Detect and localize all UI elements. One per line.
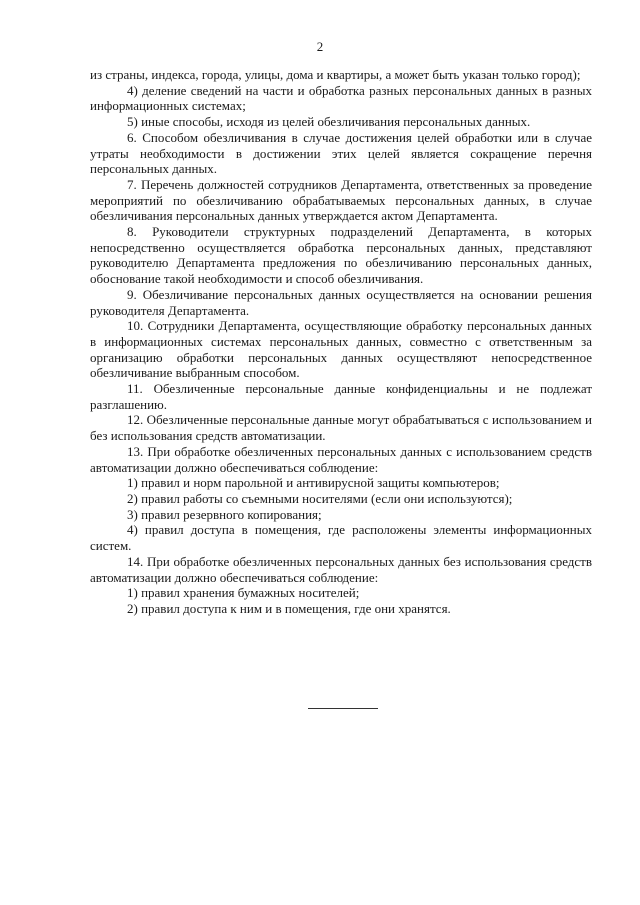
paragraph-clause-12: 12. Обезличенные персональные данные могут обрабатываться с использованием и без использования средств автоматизации. <box>90 412 592 444</box>
paragraph-item-5: 5) иные способы, исходя из целей обезличивания персональных данных. <box>127 114 531 130</box>
paragraph-continuation: из страны, индекса, города, улицы, дома и квартиры, а может быть указан только город); <box>90 67 581 82</box>
document-body <box>90 67 592 617</box>
page-number: 2 <box>316 39 324 54</box>
paragraph-clause-11: 11. Обезличенные персональные данные конфиденциальны и не подлежат разглашению. <box>90 381 592 412</box>
end-of-document-rule <box>308 708 378 709</box>
paragraph-clause-13-item-4: 4) правил доступа в помещения, где расположены элементы информационных систем. <box>90 522 592 554</box>
paragraph-clause-13-item-1: 1) правил и норм парольной и антивирусной защиты компьютеров; <box>127 475 500 491</box>
paragraph-clause-14-item-2: 2) правил доступа к ним и в помещения, где они хранятся. <box>127 600 451 616</box>
paragraph-clause-14-item-1: 1) правил хранения бумажных носителей; <box>127 585 360 601</box>
paragraph-clause-9: 9. Обезличивание персональных данных осуществляется на основании решения руководителя Департамента. <box>90 286 592 318</box>
paragraph-clause-13-item-2: 2) правил работы со съемными носителями (если они используются); <box>127 490 513 506</box>
paragraph-clause-13: 13. При обработке обезличенных персональных данных с использованием средств автоматизации должно обеспечиваться соблюдение: <box>90 443 592 475</box>
paragraph-item-4: 4) деление сведений на части и обработка разных персональных данных в разных информационных системах; <box>90 82 592 114</box>
paragraph-clause-8: 8. Руководители структурных подразделений Департамента, в которых непосредственно осуществляется обработка персональных данных, представляют руководителю Департамента предложения по обезличиванию персональных данных, обоснование такой необходимости и способ обезличивания. <box>90 224 592 287</box>
paragraph-clause-6: 6. Способом обезличивания в случае достижения целей обработки или в случае утраты необходимости в достижении этих целей является сокращение перечня персональных данных. <box>90 129 592 177</box>
paragraph-clause-7: 7. Перечень должностей сотрудников Департамента, ответственных за проведение мероприятий по обезличиванию обрабатываемых персональных данных, в случае обезличивания персональных данных утверждается актом Департамента. <box>90 176 592 224</box>
paragraph-clause-14: 14. При обработке обезличенных персональных данных без использования средств автоматизации должно обеспечиваться соблюдение: <box>90 553 592 585</box>
paragraph-clause-13-item-3: 3) правил резервного копирования; <box>127 506 322 522</box>
paragraph-clause-10: 10. Сотрудники Департамента, осуществляющие обработку персональных данных в информационных системах персональных данных, совместно с ответственным за организацию обработки персональных данных осуществляют непосредственное обезличивание выбранным способом. <box>90 318 592 381</box>
